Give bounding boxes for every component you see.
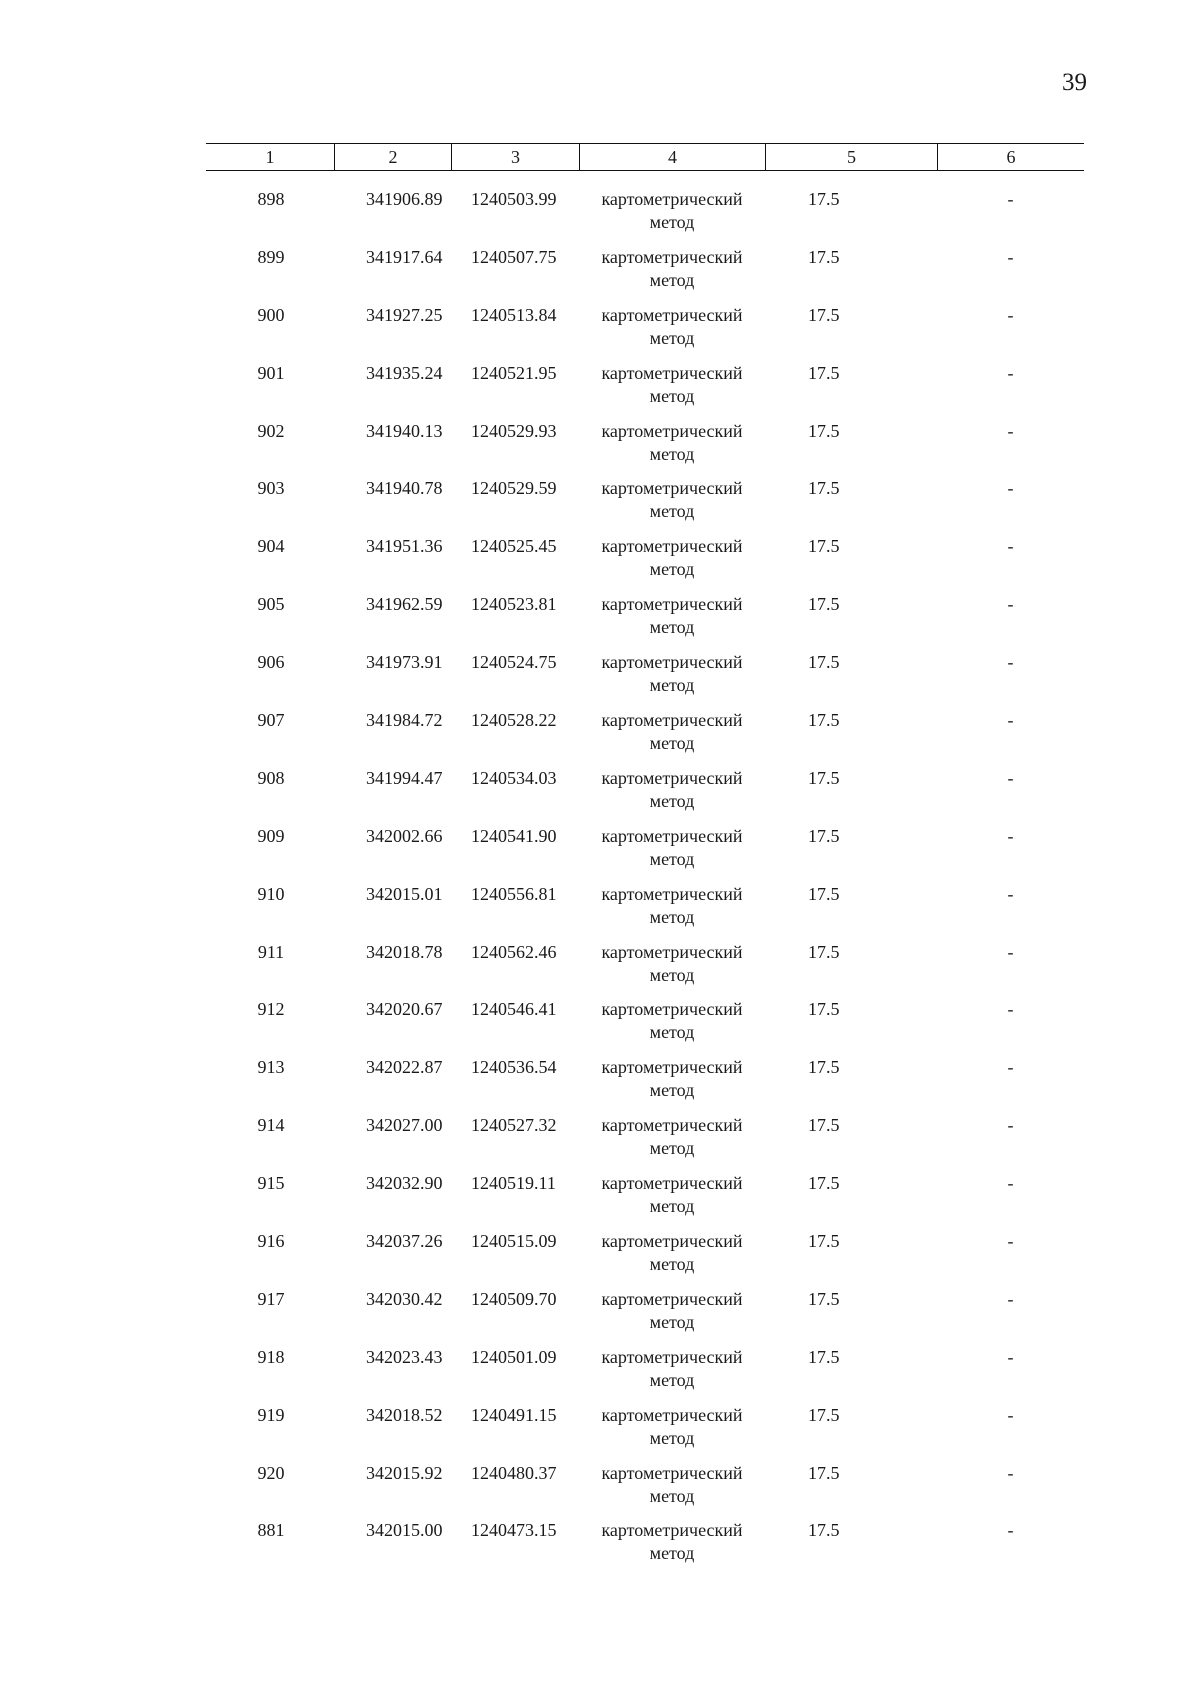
table-row: [206, 1519, 1084, 1577]
point-number-cell: 908: [257, 767, 285, 788]
method-cell: [579, 246, 765, 304]
point-number-cell: 913: [257, 1057, 285, 1078]
method-line-2: метод: [649, 1311, 695, 1332]
method-line-2: метод: [649, 1022, 695, 1043]
y-coordinate-cell: 1240521.95: [471, 362, 557, 383]
point-number-cell: 903: [257, 478, 285, 499]
column-header-2: 2: [334, 144, 451, 170]
point-number-cell: 899: [257, 246, 285, 267]
table-row: [206, 825, 1084, 883]
accuracy-cell: 17.5: [808, 1173, 840, 1194]
method-line-2: метод: [649, 1196, 695, 1217]
method-line-1: картометрический: [601, 1346, 743, 1367]
table-row: [206, 998, 1084, 1056]
method-line-1: картометрический: [601, 1288, 743, 1309]
method-cell: [579, 1519, 765, 1577]
note-cell: -: [1007, 189, 1014, 209]
table-row: [206, 1172, 1084, 1230]
y-coordinate-cell: 1240529.93: [471, 420, 557, 441]
method-line-1: картометрический: [601, 1231, 743, 1252]
table-row: [206, 304, 1084, 362]
method-line-2: метод: [649, 848, 695, 869]
table-row: [206, 941, 1084, 999]
y-coordinate-cell: 1240473.15: [471, 1520, 557, 1541]
point-number-cell: 914: [257, 1115, 285, 1136]
column-header-4: 4: [579, 144, 765, 170]
method-cell: [579, 188, 765, 246]
method-line-2: метод: [649, 790, 695, 811]
y-coordinate-cell: 1240528.22: [471, 710, 557, 731]
point-number-cell: 906: [257, 652, 285, 673]
column-header-3: 3: [451, 144, 579, 170]
accuracy-cell: 17.5: [808, 767, 840, 788]
note-cell: -: [1007, 825, 1014, 846]
table-row: [206, 593, 1084, 651]
x-coordinate-cell: 342022.87: [366, 1057, 443, 1078]
point-number-cell: 901: [257, 362, 285, 383]
x-coordinate-cell: 341973.91: [366, 652, 443, 673]
table-row: [206, 1462, 1084, 1520]
accuracy-cell: 17.5: [808, 1520, 840, 1541]
point-number-cell: 898: [257, 189, 285, 209]
method-line-1: картометрический: [601, 1462, 743, 1483]
method-cell: [579, 593, 765, 651]
note-cell: -: [1007, 1520, 1014, 1541]
method-line-1: картометрический: [601, 420, 743, 441]
method-line-1: картометрический: [601, 652, 743, 673]
accuracy-cell: 17.5: [808, 1346, 840, 1367]
method-cell: [579, 362, 765, 420]
x-coordinate-cell: 341984.72: [366, 710, 443, 731]
note-cell: -: [1007, 594, 1014, 615]
column-header-5: 5: [765, 144, 937, 170]
point-number-cell: 902: [257, 420, 285, 441]
table-row: [206, 883, 1084, 941]
y-coordinate-cell: 1240525.45: [471, 536, 557, 557]
method-line-1: картометрический: [601, 1115, 743, 1136]
x-coordinate-cell: 341935.24: [366, 362, 443, 383]
note-cell: -: [1007, 1404, 1014, 1425]
note-cell: -: [1007, 1288, 1014, 1309]
accuracy-cell: 17.5: [808, 825, 840, 846]
note-cell: -: [1007, 536, 1014, 557]
table-row: [206, 362, 1084, 420]
method-line-1: картометрический: [601, 594, 743, 615]
method-cell: [579, 535, 765, 593]
method-line-2: метод: [649, 1543, 695, 1564]
note-cell: -: [1007, 1115, 1014, 1136]
note-cell: -: [1007, 1231, 1014, 1252]
method-line-1: картометрический: [601, 710, 743, 731]
table-row: [206, 420, 1084, 478]
method-cell: [579, 941, 765, 999]
method-line-1: картометрический: [601, 941, 743, 962]
x-coordinate-cell: 341962.59: [366, 594, 443, 615]
note-cell: -: [1007, 1346, 1014, 1367]
column-header-6: 6: [937, 144, 1084, 170]
method-cell: [579, 1404, 765, 1462]
method-line-1: картометрический: [601, 825, 743, 846]
method-line-2: метод: [649, 269, 695, 290]
point-number-cell: 919: [257, 1404, 285, 1425]
method-line-1: картометрический: [601, 999, 743, 1020]
table-row: [206, 1056, 1084, 1114]
table-row: [206, 246, 1084, 304]
y-coordinate-cell: 1240546.41: [471, 999, 557, 1020]
y-coordinate-cell: 1240513.84: [471, 304, 557, 325]
method-cell: [579, 883, 765, 941]
method-line-2: метод: [649, 1427, 695, 1448]
x-coordinate-cell: 342027.00: [366, 1115, 443, 1136]
table-row: [206, 1114, 1084, 1172]
method-line-1: картометрический: [601, 883, 743, 904]
x-coordinate-cell: 342015.01: [366, 883, 443, 904]
method-line-2: метод: [649, 1138, 695, 1159]
accuracy-cell: 17.5: [808, 1115, 840, 1136]
x-coordinate-cell: 342018.52: [366, 1404, 443, 1425]
method-line-2: метод: [649, 733, 695, 754]
point-number-cell: 881: [257, 1520, 285, 1541]
method-line-2: метод: [649, 212, 695, 232]
accuracy-cell: 17.5: [808, 883, 840, 904]
method-line-1: картометрический: [601, 304, 743, 325]
accuracy-cell: 17.5: [808, 594, 840, 615]
method-line-1: картометрический: [601, 1057, 743, 1078]
method-cell: [579, 1346, 765, 1404]
x-coordinate-cell: 341994.47: [366, 767, 443, 788]
table-row: [206, 477, 1084, 535]
table-row: [206, 188, 1084, 246]
note-cell: -: [1007, 1057, 1014, 1078]
note-cell: -: [1007, 710, 1014, 731]
column-header-1: 1: [265, 147, 275, 167]
point-number-cell: 917: [257, 1288, 285, 1309]
method-line-2: метод: [649, 675, 695, 696]
method-cell: [579, 1114, 765, 1172]
note-cell: -: [1007, 941, 1014, 962]
accuracy-cell: 17.5: [808, 420, 840, 441]
y-coordinate-cell: 1240491.15: [471, 1404, 557, 1425]
note-cell: -: [1007, 883, 1014, 904]
point-number-cell: 900: [257, 304, 285, 325]
accuracy-cell: 17.5: [808, 999, 840, 1020]
table-row: [206, 1404, 1084, 1462]
method-line-2: метод: [649, 1369, 695, 1390]
method-line-1: картометрический: [601, 362, 743, 383]
table-body: [206, 188, 1084, 1577]
x-coordinate-cell: 342018.78: [366, 941, 443, 962]
point-number-cell: 904: [257, 536, 285, 557]
table-row: [206, 709, 1084, 767]
x-coordinate-cell: 341906.89: [366, 189, 443, 209]
point-number-cell: 912: [257, 999, 285, 1020]
y-coordinate-cell: 1240562.46: [471, 941, 557, 962]
y-coordinate-cell: 1240556.81: [471, 883, 557, 904]
coordinates-table: [206, 143, 1084, 1577]
method-cell: [579, 767, 765, 825]
y-coordinate-cell: 1240536.54: [471, 1057, 557, 1078]
y-coordinate-cell: 1240519.11: [471, 1173, 556, 1194]
accuracy-cell: 17.5: [808, 941, 840, 962]
note-cell: -: [1007, 999, 1014, 1020]
table-row: [206, 1346, 1084, 1404]
method-cell: [579, 1230, 765, 1288]
accuracy-cell: 17.5: [808, 1231, 840, 1252]
method-line-1: картометрический: [601, 1520, 743, 1541]
x-coordinate-cell: 342002.66: [366, 825, 443, 846]
y-coordinate-cell: 1240509.70: [471, 1288, 557, 1309]
point-number-cell: 910: [257, 883, 285, 904]
accuracy-cell: 17.5: [808, 1288, 840, 1309]
table-row: [206, 1288, 1084, 1346]
method-line-2: метод: [649, 443, 695, 464]
method-cell: [579, 1056, 765, 1114]
x-coordinate-cell: 342032.90: [366, 1173, 443, 1194]
accuracy-cell: 17.5: [808, 1057, 840, 1078]
accuracy-cell: 17.5: [808, 1462, 840, 1483]
point-number-cell: 905: [257, 594, 285, 615]
method-line-2: метод: [649, 1485, 695, 1506]
y-coordinate-cell: 1240529.59: [471, 478, 557, 499]
method-cell: [579, 304, 765, 362]
method-line-1: картометрический: [601, 536, 743, 557]
x-coordinate-cell: 342020.67: [366, 999, 443, 1020]
method-cell: [579, 825, 765, 883]
x-coordinate-cell: 341917.64: [366, 246, 443, 267]
y-coordinate-cell: 1240527.32: [471, 1115, 557, 1136]
x-coordinate-cell: 342037.26: [366, 1231, 443, 1252]
note-cell: -: [1007, 1462, 1014, 1483]
note-cell: -: [1007, 362, 1014, 383]
method-line-1: картометрический: [601, 189, 743, 209]
table-row: [206, 767, 1084, 825]
y-coordinate-cell: 1240523.81: [471, 594, 557, 615]
y-coordinate-cell: 1240480.37: [471, 1462, 557, 1483]
note-cell: -: [1007, 652, 1014, 673]
note-cell: -: [1007, 478, 1014, 499]
method-line-2: метод: [649, 327, 695, 348]
y-coordinate-cell: 1240534.03: [471, 767, 557, 788]
x-coordinate-cell: 341940.78: [366, 478, 443, 499]
accuracy-cell: 17.5: [808, 478, 840, 499]
point-number-cell: 915: [257, 1173, 285, 1194]
accuracy-cell: 17.5: [808, 189, 840, 209]
note-cell: -: [1007, 420, 1014, 441]
method-line-2: метод: [649, 385, 695, 406]
method-line-2: метод: [649, 501, 695, 522]
y-coordinate-cell: 1240515.09: [471, 1231, 557, 1252]
accuracy-cell: 17.5: [808, 652, 840, 673]
method-line-2: метод: [649, 964, 695, 985]
y-coordinate-cell: 1240503.99: [471, 189, 557, 209]
method-cell: [579, 709, 765, 767]
y-coordinate-cell: 1240507.75: [471, 246, 557, 267]
page-number: 39: [1062, 69, 1087, 96]
x-coordinate-cell: 342030.42: [366, 1288, 443, 1309]
method-line-1: картометрический: [601, 478, 743, 499]
method-cell: [579, 420, 765, 478]
point-number-cell: 920: [257, 1462, 285, 1483]
accuracy-cell: 17.5: [808, 304, 840, 325]
method-line-2: метод: [649, 1080, 695, 1101]
method-line-1: картометрический: [601, 767, 743, 788]
table-row: [206, 1230, 1084, 1288]
x-coordinate-cell: 342015.00: [366, 1520, 443, 1541]
method-line-1: картометрический: [601, 1173, 743, 1194]
method-cell: [579, 651, 765, 709]
method-line-2: метод: [649, 617, 695, 638]
method-cell: [579, 998, 765, 1056]
method-line-2: метод: [649, 906, 695, 927]
method-line-2: метод: [649, 559, 695, 580]
point-number-cell: 911: [257, 941, 285, 962]
point-number-cell: 907: [257, 710, 285, 731]
table-row: [206, 535, 1084, 593]
accuracy-cell: 17.5: [808, 362, 840, 383]
method-line-1: картометрический: [601, 246, 743, 267]
method-cell: [579, 477, 765, 535]
method-line-2: метод: [649, 1254, 695, 1275]
method-line-1: картометрический: [601, 1404, 743, 1425]
method-cell: [579, 1288, 765, 1346]
x-coordinate-cell: 341951.36: [366, 536, 443, 557]
method-cell: [579, 1172, 765, 1230]
note-cell: -: [1007, 304, 1014, 325]
y-coordinate-cell: 1240524.75: [471, 652, 557, 673]
note-cell: -: [1007, 1173, 1014, 1194]
table-row: [206, 651, 1084, 709]
x-coordinate-cell: 341927.25: [366, 304, 443, 325]
x-coordinate-cell: 342023.43: [366, 1346, 443, 1367]
method-cell: [579, 1462, 765, 1520]
point-number-cell: 918: [257, 1346, 285, 1367]
y-coordinate-cell: 1240541.90: [471, 825, 557, 846]
accuracy-cell: 17.5: [808, 536, 840, 557]
accuracy-cell: 17.5: [808, 1404, 840, 1425]
x-coordinate-cell: 342015.92: [366, 1462, 443, 1483]
x-coordinate-cell: 341940.13: [366, 420, 443, 441]
accuracy-cell: 17.5: [808, 710, 840, 731]
point-number-cell: 916: [257, 1231, 285, 1252]
accuracy-cell: 17.5: [808, 246, 840, 267]
note-cell: -: [1007, 767, 1014, 788]
y-coordinate-cell: 1240501.09: [471, 1346, 557, 1367]
table-header-row: [206, 143, 1084, 171]
point-number-cell: 909: [257, 825, 285, 846]
note-cell: -: [1007, 246, 1014, 267]
